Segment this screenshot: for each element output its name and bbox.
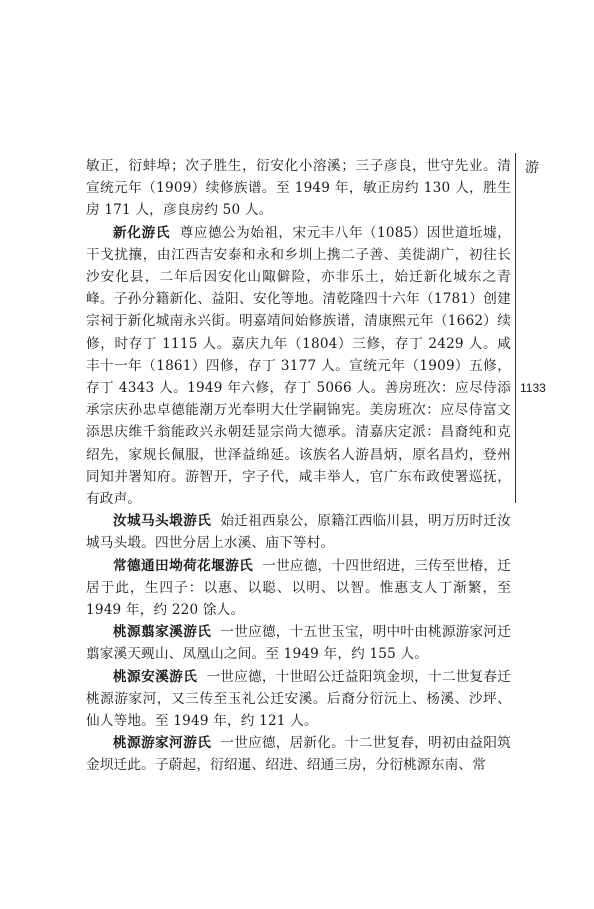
clan-heading: 桃源游家河游氏 (113, 735, 212, 752)
paragraph-text: 一世应德，十四世绍进，三传至世椿，迁居于此，生四子：以惠、以聪、以明、以智。惟惠支人丁渐繁，至 1949 年，约 220 馀人。 (86, 557, 511, 619)
paragraph (86, 510, 511, 554)
body-text (86, 155, 511, 777)
clan-heading: 桃源翦家溪游氏 (113, 624, 212, 641)
paragraph-text: 一世应德，十五世玉宝，明中叶由桃源游家河迁翦家溪天觋山、凤凰山之间。至 1949 年，约 155 人。 (86, 624, 511, 663)
paragraph-text: 始迁祖西泉公，原籍江西临川县，明万历时迁汝城马头塅。四世分居上水溪、庙下等村。 (86, 513, 511, 552)
paragraph-text: 一世应德，十世昭公迁益阳筑金坝，十二世复春迁桃源游家河，又三传至玉礼公迁安溪。后裔分衍沅上、杨溪、沙坪、仙人等地。至 1949 年，约 121 人。 (86, 668, 511, 730)
paragraph (86, 732, 511, 776)
paragraph-text: 敏正，衍蚌埠；次子胜生，衍安化小溶溪；三子彦良，世守先业。清宣统元年（1909）续修族谱。至 1949 年，敏正房约 130 人，胜生房 171 人，彦良房约 50 人。 (86, 158, 511, 219)
paragraph (86, 155, 511, 222)
paragraph (86, 555, 511, 622)
paragraph (86, 666, 511, 733)
clan-heading: 汝城马头塅游氏 (113, 513, 212, 530)
paragraph-text: 一世应德，居新化。十二世复春，明初由益阳筑金坝迁此。子蔚起，衍绍暹、绍进、绍通三房，分衍桃源东南、常 (86, 735, 511, 774)
clan-heading: 常德通田坳荷花堰游氏 (113, 557, 254, 574)
margin-rule (515, 153, 516, 503)
page-number: 1133 (520, 381, 546, 395)
paragraph (86, 222, 511, 511)
paragraph-text: 尊应德公为始祖，宋元丰八年（1085）因世道坵墟，干戈扰攘，由江西吉安泰和永和乡圳上携二子善、美徙湖广，初往长沙安化县，二年后因安化山陬僻险，亦非乐土，始迁新化城东之青峰。子孙分籍新化、益阳、安化等地。清乾隆四十六年（1781）创建宗祠于新化城南永兴街。明嘉靖间始修族谱，清康熙元年（1662）续修，时存丁 1115 人。嘉庆九年（1804）三修，存丁 2429 人。咸丰十一年（1861）四修，存丁 3177 人。宣统元年（1909）五修，存丁 4343 人。1949 年六修，存丁 5066 人。善房班次：应尽侍添承宗庆孙忠卓德能潮万光奉明大仕学嗣锦宪。美房班次：应尽侍富文添思庆维千翁能政兴永朝廷显宗尚大德承。清嘉庆定派：昌裔纯和克绍先，家规长佩服，世泽益绵延。该族名人游昌炳，原名昌灼，登州同知并署知府。游智开，字子代，咸丰举人，官广东布政使署巡抚，有政声。 (86, 224, 512, 508)
clan-heading: 桃源安溪游氏 (113, 668, 198, 685)
clan-heading: 新化游氏 (113, 224, 171, 241)
running-header-char: 游 (525, 160, 539, 176)
paragraph (86, 621, 511, 665)
